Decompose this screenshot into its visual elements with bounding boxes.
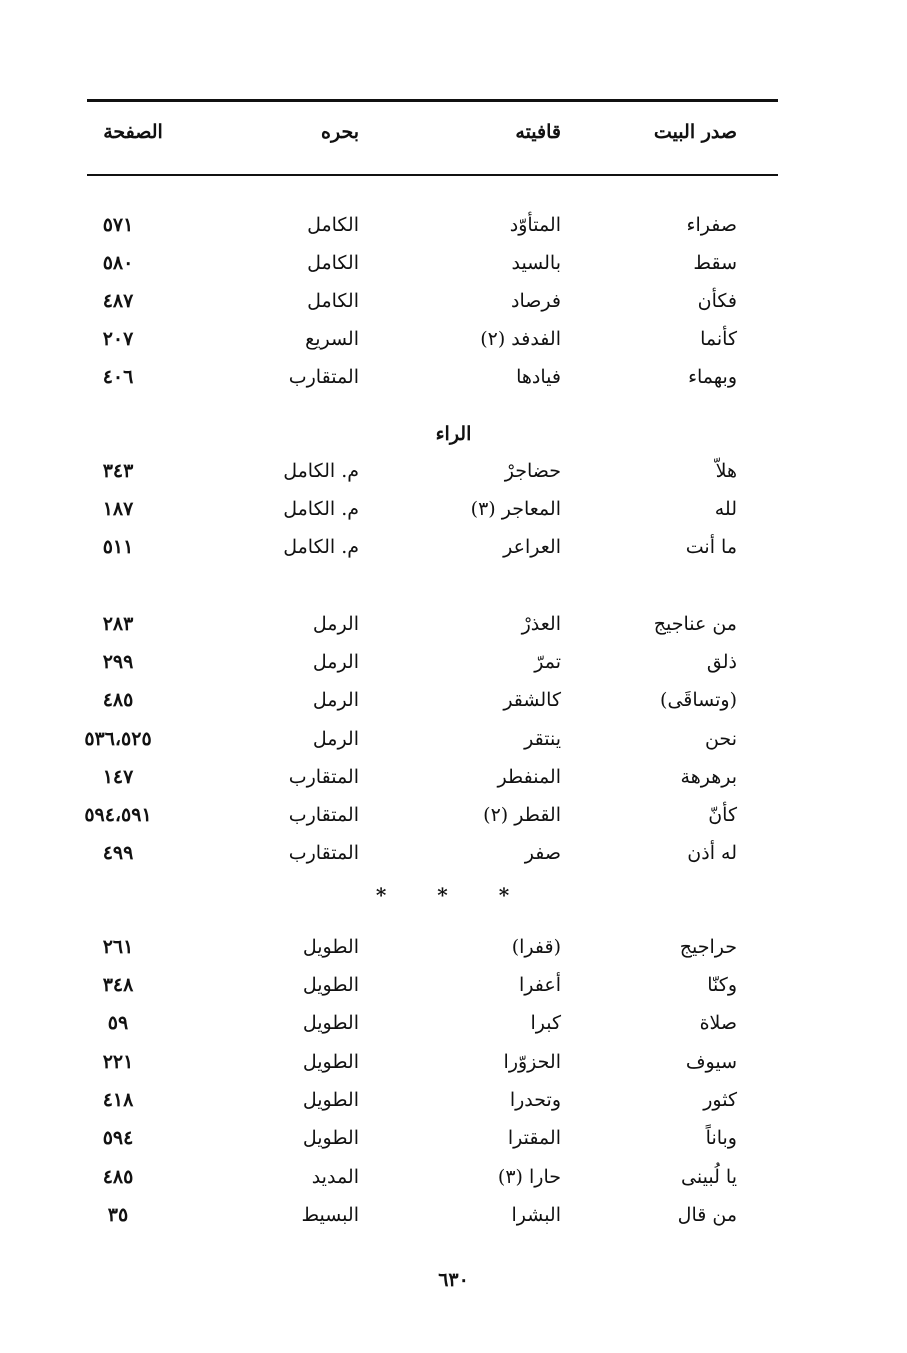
verse-start: فكأن xyxy=(697,290,737,312)
table-row xyxy=(0,282,907,320)
meter: المتقارب xyxy=(288,766,359,788)
rhyme: بالسيد xyxy=(511,252,561,274)
table-row xyxy=(0,320,907,358)
page-ref: ٢٦١ xyxy=(102,936,134,958)
meter: المديد xyxy=(311,1166,359,1188)
meter: البسيط xyxy=(301,1204,359,1226)
meter: الكامل xyxy=(307,252,359,274)
header-rhyme: قافيته xyxy=(515,121,561,143)
header-top-rule xyxy=(87,99,778,102)
page-ref: ٤٨٥ xyxy=(102,689,134,711)
page-ref: ٢٢١ xyxy=(102,1051,134,1073)
section-title: الراء xyxy=(435,423,472,445)
rhyme: المنفطر xyxy=(497,766,561,788)
table-row xyxy=(0,834,907,872)
meter: الطويل xyxy=(302,1089,359,1111)
verse-start: له أذن xyxy=(687,842,737,864)
verse-start: من قال xyxy=(677,1204,737,1226)
page-ref: ٤٨٥ xyxy=(102,1166,134,1188)
rhyme: المعاجر (٣) xyxy=(470,498,561,520)
rhyme: المقترا xyxy=(507,1127,561,1149)
page-ref: ٥٧١ xyxy=(102,214,134,236)
table-row xyxy=(0,244,907,282)
table-row xyxy=(0,758,907,796)
meter: الكامل xyxy=(307,290,359,312)
rhyme: تمرّ xyxy=(534,651,561,673)
rhyme: ينتقر xyxy=(524,728,561,750)
table-row xyxy=(0,490,907,528)
table-row xyxy=(0,928,907,966)
verse-start: من عناجيج xyxy=(653,613,737,635)
meter: الطويل xyxy=(302,1012,359,1034)
verse-start: سيوف xyxy=(685,1051,737,1073)
header-meter: بحره xyxy=(321,121,359,143)
page-ref: ٢٩٩ xyxy=(102,651,134,673)
meter: السريع xyxy=(305,328,359,350)
verse-start: كثور xyxy=(703,1089,737,1111)
rhyme: العذرْ xyxy=(521,613,561,635)
meter: المتقارب xyxy=(288,366,359,388)
rhyme: فرصاد xyxy=(511,290,561,312)
meter: م. الكامل xyxy=(283,498,359,520)
page-ref: ٥٩ xyxy=(107,1012,129,1034)
rhyme: الحزوّرا xyxy=(503,1051,561,1073)
verse-start: كأنّ xyxy=(708,804,737,826)
rhyme: حارا (٣) xyxy=(497,1166,561,1188)
rhyme: العراعر xyxy=(503,536,561,558)
rhyme: الفدفد (٢) xyxy=(480,328,561,350)
page-ref: ١٨٧ xyxy=(102,498,134,520)
page-ref: ٥٣٦،٥٢٥ xyxy=(84,728,152,750)
page-ref: ٣٥ xyxy=(107,1204,129,1226)
header-page: الصفحة xyxy=(103,121,163,143)
table-row xyxy=(0,796,907,834)
rhyme: كبرا xyxy=(530,1012,561,1034)
table-row xyxy=(0,1196,907,1234)
table-row xyxy=(0,1043,907,1081)
meter: الرمل xyxy=(312,689,359,711)
rhyme: أعفرا xyxy=(519,974,561,996)
meter: الرمل xyxy=(312,613,359,635)
page-ref: ٤٠٦ xyxy=(102,366,134,388)
table-row xyxy=(0,1119,907,1157)
meter: الطويل xyxy=(302,1051,359,1073)
page-ref: ٥٩٤،٥٩١ xyxy=(84,804,152,826)
header-verse-start: صدر البيت xyxy=(653,121,737,143)
verse-start: ذلق xyxy=(706,651,737,673)
meter: الكامل xyxy=(307,214,359,236)
meter: الطويل xyxy=(302,1127,359,1149)
table-header xyxy=(0,113,907,151)
rhyme: وتحدرا xyxy=(509,1089,561,1111)
separator-stars: * * * xyxy=(375,883,532,907)
verse-start: صفراء xyxy=(686,214,737,236)
verse-start: سقط xyxy=(693,252,737,274)
table-row xyxy=(0,720,907,758)
page-ref: ٤٩٩ xyxy=(102,842,134,864)
meter: المتقارب xyxy=(288,804,359,826)
page-ref: ٢٨٣ xyxy=(102,613,134,635)
verse-start: لله xyxy=(714,498,737,520)
verse-start: وكنّا xyxy=(707,974,737,996)
page-ref: ٥١١ xyxy=(102,536,134,558)
header-bottom-rule xyxy=(87,174,778,176)
page-ref: ٣٤٣ xyxy=(102,460,134,482)
table-row xyxy=(0,966,907,1004)
verse-start: حراجيج xyxy=(679,936,737,958)
rhyme: المتأوّد xyxy=(509,214,561,236)
verse-start: يا لُبينى xyxy=(681,1166,737,1188)
verse-start: كأنما xyxy=(700,328,737,350)
table-row xyxy=(0,681,907,719)
rhyme: فيادها xyxy=(516,366,561,388)
rhyme: (قفرا) xyxy=(511,936,561,958)
page-number: ٦٣٠ xyxy=(438,1269,469,1291)
table-row xyxy=(0,206,907,244)
verse-start: وباناً xyxy=(705,1127,737,1149)
page-ref: ٤١٨ xyxy=(102,1089,134,1111)
table-row xyxy=(0,1158,907,1196)
table-row xyxy=(0,452,907,490)
page-ref: ٥٨٠ xyxy=(102,252,134,274)
rhyme: البشرا xyxy=(511,1204,561,1226)
verse-start: وبهماء xyxy=(688,366,737,388)
verse-start: برهرهة xyxy=(680,766,737,788)
table-row xyxy=(0,358,907,396)
table-row xyxy=(0,1004,907,1042)
meter: م. الكامل xyxy=(283,460,359,482)
rhyme: حضاجرْ xyxy=(504,460,561,482)
table-row xyxy=(0,605,907,643)
page-ref: ٤٨٧ xyxy=(102,290,134,312)
rhyme: كالشقر xyxy=(503,689,561,711)
rhyme: صفر xyxy=(524,842,561,864)
meter: المتقارب xyxy=(288,842,359,864)
rhyme: القطر (٢) xyxy=(483,804,561,826)
meter: م. الكامل xyxy=(283,536,359,558)
verse-start: ما أنت xyxy=(685,536,737,558)
table-row xyxy=(0,643,907,681)
page-ref: ١٤٧ xyxy=(102,766,134,788)
meter: الرمل xyxy=(312,651,359,673)
meter: الطويل xyxy=(302,936,359,958)
verse-start: نحن xyxy=(704,728,737,750)
verse-start: صلاة xyxy=(699,1012,737,1034)
table-row xyxy=(0,1081,907,1119)
meter: الرمل xyxy=(312,728,359,750)
meter: الطويل xyxy=(302,974,359,996)
verse-start: هلاّ xyxy=(715,460,737,482)
page-ref: ٥٩٤ xyxy=(102,1127,134,1149)
page-ref: ٢٠٧ xyxy=(102,328,134,350)
verse-start: (وتساقَى) xyxy=(660,689,737,711)
page-ref: ٣٤٨ xyxy=(102,974,134,996)
table-row xyxy=(0,528,907,566)
